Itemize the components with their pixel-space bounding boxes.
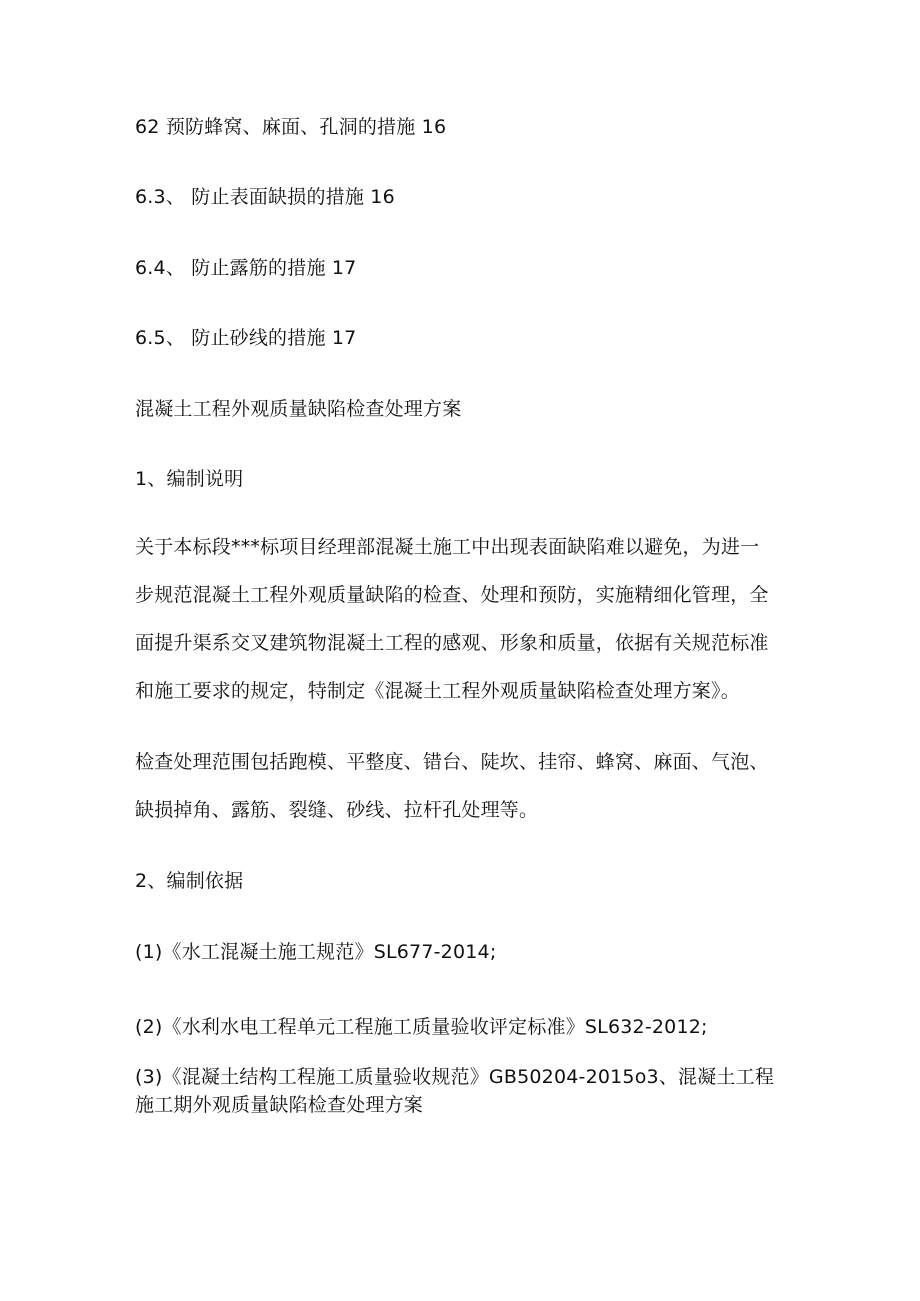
- paragraph-line: 步规范混凝土工程外观质量缺陷的检查、处理和预防，实施精细化管理，全: [135, 584, 769, 606]
- paragraph-line: 面提升渠系交叉建筑物混凝土工程的感观、形象和质量，依据有关规范标准: [135, 632, 769, 654]
- paragraph: [135, 750, 815, 846]
- paragraph-line: 检查处理范围包括跑模、平整度、错台、陡坎、挂帘、蜂窝、麻面、气泡、: [135, 751, 769, 773]
- paragraph-line: (3)《混凝土结构工程施工质量验收规范》GB50204-2015o3、混凝土工程: [135, 1066, 775, 1088]
- section-heading: 2、编制依据: [135, 870, 244, 892]
- reference-item: [135, 1065, 815, 1121]
- reference-item: (1)《水工混凝土施工规范》SL677-2014;: [135, 941, 497, 963]
- paragraph-line: 关于本标段***标项目经理部混凝土施工中出现表面缺陷难以避免，为进一: [135, 536, 760, 558]
- paragraph: [135, 535, 815, 727]
- reference-item: (2)《水利水电工程单元工程施工质量验收评定标准》SL632-2012;: [135, 1016, 708, 1038]
- paragraph-line: 和施工要求的规定，特制定《混凝土工程外观质量缺陷检查处理方案》。: [135, 680, 740, 702]
- section-heading: 1、编制说明: [135, 468, 244, 490]
- paragraph-line: 施工期外观质量缺陷检查处理方案: [135, 1094, 424, 1116]
- toc-entry: 6.4、 防止露筋的措施 17: [135, 257, 357, 279]
- toc-entry: 6.3、 防止表面缺损的措施 16: [135, 186, 395, 208]
- document-title: 混凝土工程外观质量缺陷检查处理方案: [135, 398, 462, 420]
- paragraph-line: 缺损掉角、露筋、裂缝、砂线、拉杆孔处理等。: [135, 799, 539, 821]
- toc-entry: 62 预防蜂窝、麻面、孔洞的措施 16: [135, 116, 447, 138]
- toc-entry: 6.5、 防止砂线的措施 17: [135, 327, 357, 349]
